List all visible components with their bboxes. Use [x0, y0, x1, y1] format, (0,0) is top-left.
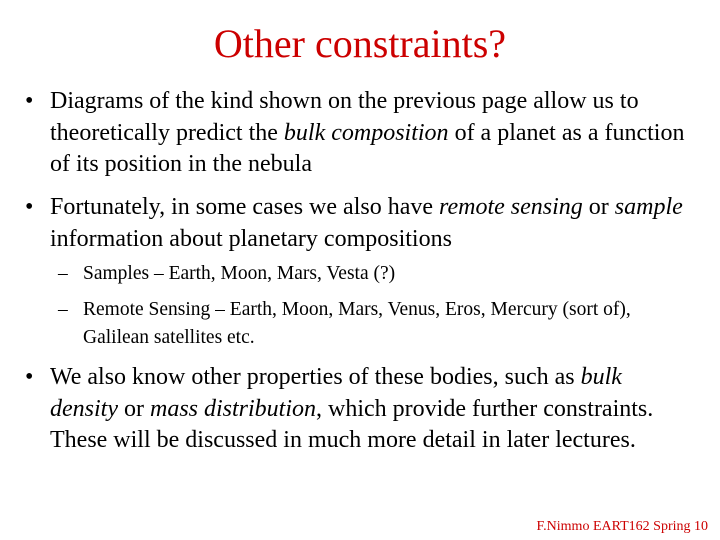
slide-title: Other constraints? — [213, 21, 507, 66]
sub-bullet-2-text: Remote Sensing – Earth, Moon, Mars, Venus, Eros, Mercury (sort of), Galilean satellites etc. — [83, 299, 631, 348]
sub-bullet-dash: – — [58, 263, 68, 284]
sub-bullet-item-1 — [58, 260, 683, 288]
bullet-2-text-a: Fortunately, in some cases we also have — [50, 194, 440, 220]
slide-footer: F.Nimmo EART162 Spring 10 — [536, 519, 708, 534]
bullet-3-text-a: We also know other properties of these bodies, such as — [50, 364, 581, 390]
bullet-2-italic-b: sample — [614, 194, 683, 220]
bullet-2-text-b: or — [582, 194, 615, 220]
bullet-symbol: • — [25, 364, 34, 390]
bullet-1-text-a: Diagrams of the kind shown on the previous page allow us to theoretically predict the — [50, 88, 639, 146]
bullet-3-italic-a: bulk density — [50, 364, 622, 422]
sub-bullet-item-2 — [58, 296, 683, 352]
bullet-2-italic-a: remote sensing — [439, 194, 583, 220]
bullet-3-text-c: , which provide further constraints. These will be discussed in much more detail in later lectures. — [50, 395, 654, 453]
bullet-3-italic-b: mass distribution — [149, 395, 317, 422]
sub-bullet-1-text: Samples – Earth, Moon, Mars, Vesta (?) — [83, 263, 396, 284]
bullet-symbol: • — [25, 88, 34, 114]
sub-bullet-dash: – — [58, 299, 68, 320]
bullet-item-2 — [25, 192, 690, 255]
bullet-symbol: • — [25, 194, 34, 220]
bullet-item-3 — [25, 362, 690, 457]
bullet-3-text-b: or — [117, 395, 150, 422]
bullet-2-text-c: information about planetary compositions — [50, 225, 452, 252]
bullet-1-italic-a: bulk composition — [283, 119, 449, 146]
bullet-item-1 — [25, 86, 690, 181]
bullet-1-text-b: of a planet as a function of its position in the nebula — [50, 119, 685, 177]
